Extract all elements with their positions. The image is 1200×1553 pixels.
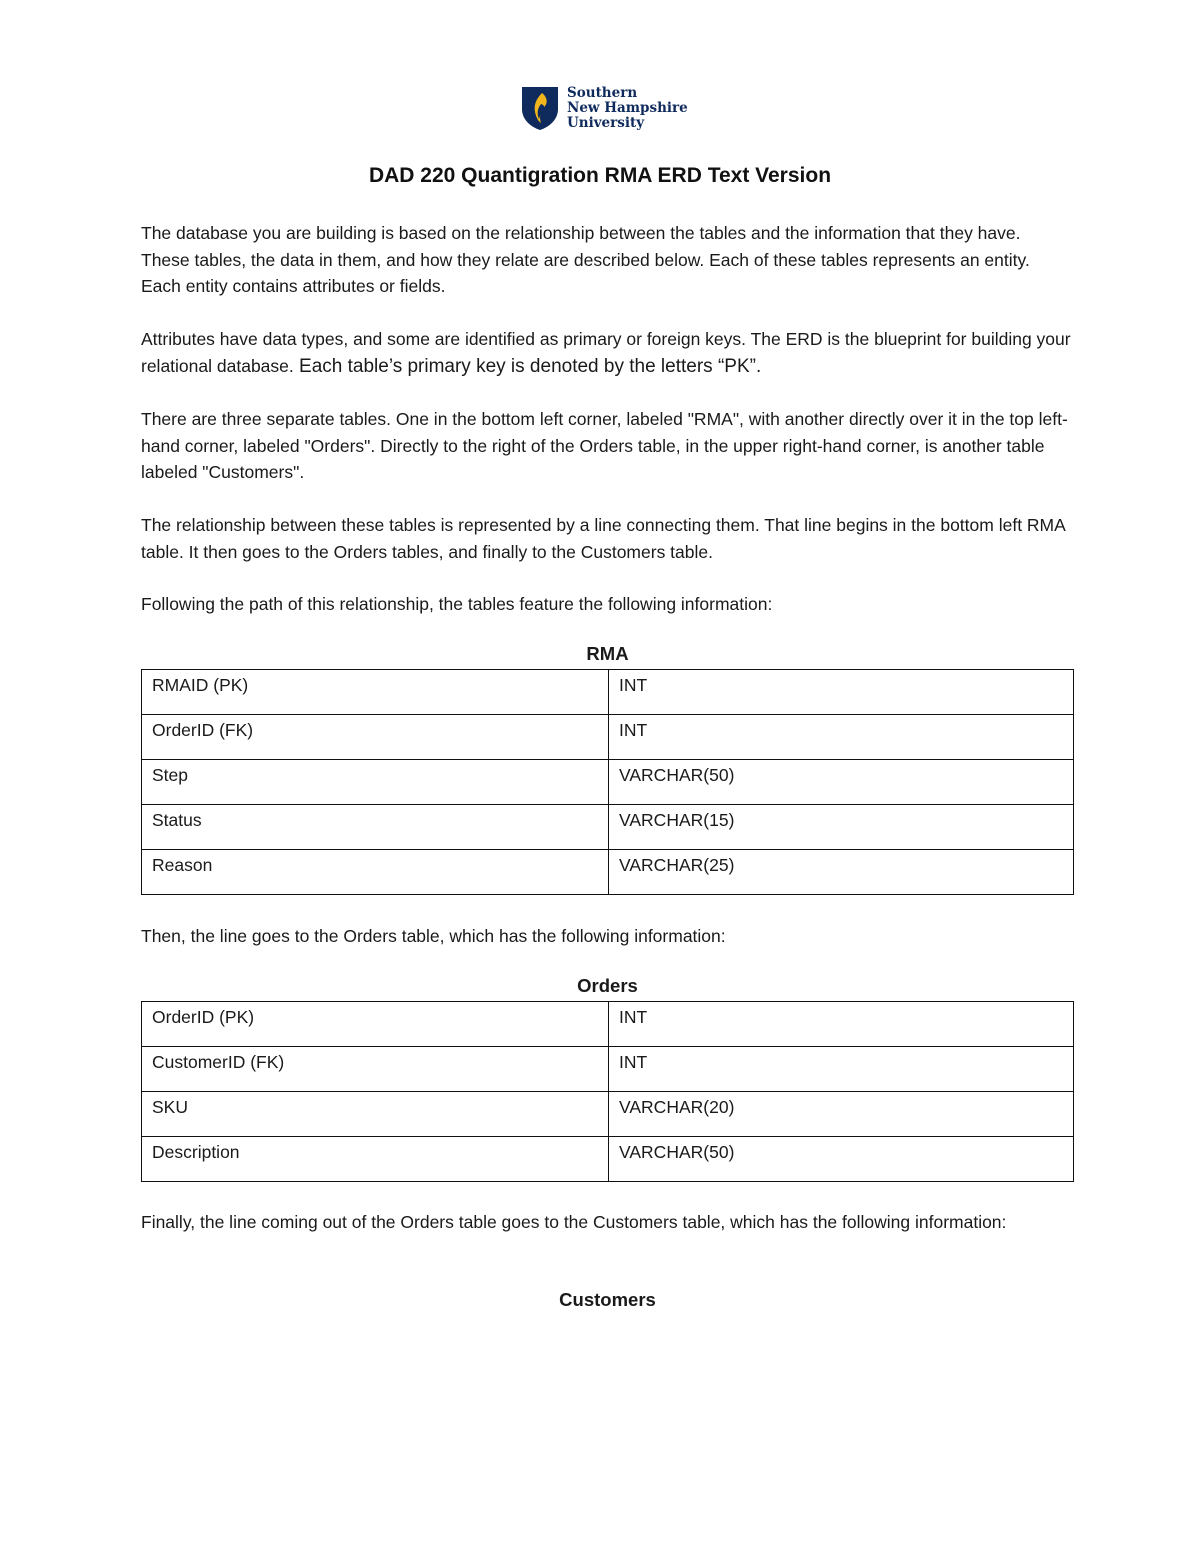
field-name: OrderID (FK) (142, 715, 609, 760)
table-row (142, 1047, 1074, 1092)
relationship-paragraph: The relationship between these tables is represented by a line connecting them. That line begins in the bottom left RMA table. It then goes to the Orders tables, and finally to the Customers table. (141, 515, 1065, 562)
field-name: SKU (142, 1092, 609, 1137)
field-name: RMAID (PK) (142, 670, 609, 715)
university-logo (521, 84, 688, 132)
field-type: INT (609, 1002, 1074, 1047)
orders-intro-paragraph: Then, the line goes to the Orders table, which has the following information: (141, 926, 726, 946)
intro-paragraph: The database you are building is based on the relationship between the tables and the information that they have. These tables, the data in them, and how they relate are described below. Each of these tables represents an entity. Each entity contains attributes or fields. (141, 223, 1030, 296)
logo-line-2: New Hampshire (567, 99, 688, 116)
shield-flame-icon (521, 85, 559, 131)
table-row (142, 1002, 1074, 1047)
orders-table (141, 1001, 1074, 1182)
document-title: DAD 220 Quantigration RMA ERD Text Version (368, 164, 832, 187)
orders-table-caption: Orders (577, 975, 638, 996)
attributes-paragraph (141, 326, 1071, 380)
field-type: VARCHAR(25) (609, 850, 1074, 895)
rma-table-caption: RMA (586, 643, 629, 664)
field-name: Reason (142, 850, 609, 895)
table-row (142, 1092, 1074, 1137)
table-row (142, 760, 1074, 805)
tables-layout-paragraph: There are three separate tables. One in the bottom left corner, labeled "RMA", with another directly over it in the top left-hand corner, labeled "Orders". Directly to the right of the Orders table, in the upper right-hand corner, is another table labeled "Customers". (141, 409, 1068, 482)
field-type: VARCHAR(20) (609, 1092, 1074, 1137)
table-row (142, 715, 1074, 760)
customers-intro-paragraph: Finally, the line coming out of the Orders table goes to the Customers table, which has the following information: (141, 1212, 1007, 1232)
path-paragraph: Following the path of this relationship, the tables feature the following information: (141, 594, 773, 614)
table-row (142, 1137, 1074, 1182)
logo-line-3: University (567, 114, 645, 131)
field-type: VARCHAR(50) (609, 1137, 1074, 1182)
table-row (142, 670, 1074, 715)
rma-table (141, 669, 1074, 895)
logo-line-1: Southern (567, 84, 638, 101)
field-name: CustomerID (FK) (142, 1047, 609, 1092)
field-type: INT (609, 670, 1074, 715)
table-row (142, 850, 1074, 895)
field-name: Step (142, 760, 609, 805)
field-name: OrderID (PK) (142, 1002, 609, 1047)
field-name: Description (142, 1137, 609, 1182)
table-row (142, 805, 1074, 850)
field-type: VARCHAR(50) (609, 760, 1074, 805)
field-type: INT (609, 1047, 1074, 1092)
field-type: INT (609, 715, 1074, 760)
university-name (567, 86, 688, 131)
customers-table-caption: Customers (559, 1289, 656, 1310)
primary-key-note: Each table’s primary key is denoted by the letters “PK”. (293, 355, 762, 377)
field-name: Status (142, 805, 609, 850)
field-type: VARCHAR(15) (609, 805, 1074, 850)
attributes-text: Attributes have data types, and some are identified as primary or foreign keys. The ERD is the blueprint for building your relational database. (141, 329, 1071, 376)
